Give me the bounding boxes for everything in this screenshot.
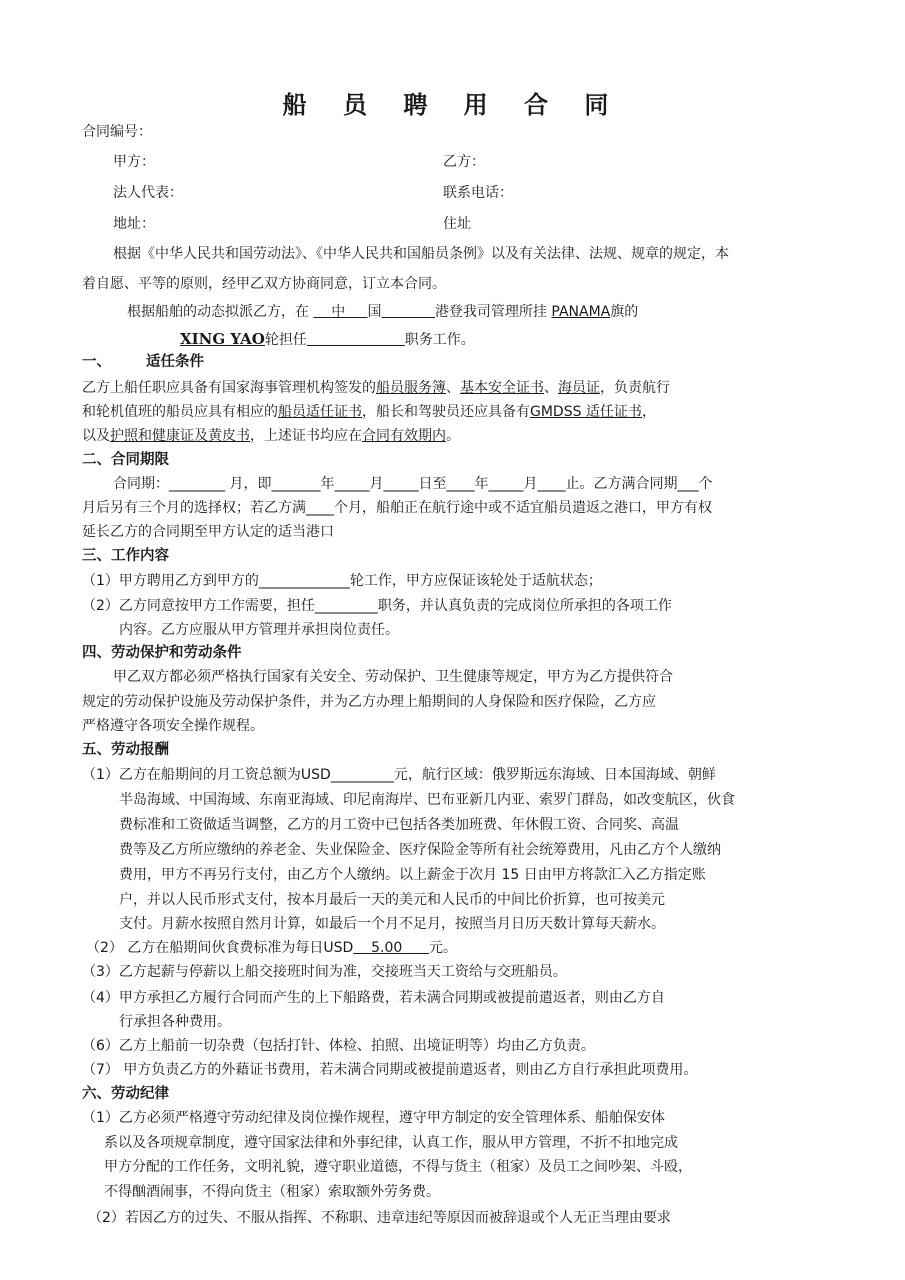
section-4-heading: 四、劳动保护和劳动条件 [82,645,242,661]
section-4-line: 甲乙双方都必须严格执行国家有关安全、劳动保护、卫生健康等规定，甲方为乙方提供符合 [113,669,673,685]
section-5-line: 半岛海域、中国海域、东南亚海域、印尼南海岸、巴布亚新几内亚、索罗门群岛，如改变航区，伙食 [119,792,735,808]
legal-rep-label: 法人代表： [113,185,183,201]
meal-allowance-value: 5.00 [371,940,403,956]
section-3-heading: 三、工作内容 [82,548,169,564]
section-5-line: （3）乙方起薪与停薪以上船交接班时间为准，交接班当天工资给与交班船员。 [82,964,567,980]
section-3-line: （2）乙方同意按甲方工作需要，担任_________职务，并认真负责的完成岗位所承担的各项工作 [82,598,672,614]
meal-allowance-line: （2） 乙方在船期间伙食费标准为每日USD 5.00 元。 [86,940,457,956]
phone-label: 联系电话： [443,185,513,201]
intro-line: 着自愿、平等的原则，经甲乙双方协商同意，订立本合同。 [82,276,446,292]
ship-text: 职务工作。 [404,332,475,348]
section-2-line: 月后另有三个月的选择权；若乙方满____个月，船舶正在航行途中或不适宜船员遣返之港口，甲方有权 [82,500,712,516]
section-1-line: 以及护照和健康证及黄皮书，上述证书均应在合同有效期内。 [82,428,460,444]
party-a-label: 甲方： [113,154,155,170]
country-field: 中 [331,304,346,320]
flag-field: PANAMA [551,304,611,320]
position-field [307,332,405,348]
address-a-label: 地址： [113,216,155,232]
assignment-text: 旗的 [610,304,639,320]
section-5-line: 户，并以人民币形式支付，按本月最后一天的美元和人民币的中间比价折算，也可按美元 [119,892,665,908]
section-1-line: 和轮机值班的船员应具有相应的船员适任证书，船长和驾驶员还应具备有GMDSS 适任证书， [82,404,656,420]
section-5-line: （6）乙方上船前一切杂费（包括打针、体检、拍照、出境证明等）均由乙方负责。 [82,1038,595,1054]
section-4-line: 严格遵守各项安全操作规程。 [82,718,264,734]
section-5-heading: 五、劳动报酬 [82,742,169,758]
section-5-line: 费等及乙方所应缴纳的养老金、失业保险金、医疗保险金等所有社会统筹费用，凡由乙方个人缴纳 [119,842,721,858]
section-1-line: 乙方上船任职应具备有国家海事管理机构签发的船员服务簿、基本安全证书、海员证，负责航行 [82,380,670,396]
section-3-line: 内容。乙方应服从甲方管理并承担岗位责任。 [119,622,399,638]
section-5-line: 支付。月薪水按照自然月计算，如最后一个月不足月，按照当月日历天数计算每天薪水。 [119,916,665,932]
port-field [382,304,435,320]
section-6-line: （2）若因乙方的过失、不服从指挥、不称职、违章违纪等原因而被辞退或个人无正当理由要求 [88,1210,671,1226]
section-6-heading: 六、劳动纪律 [82,1086,169,1102]
intro-line: 根据《中华人民共和国劳动法》、《中华人民共和国船员条例》以及有关法律、法规、规章的规定，本 [113,246,729,262]
assignment-line [127,302,638,322]
section-6-line: 甲方分配的工作任务，文明礼貌，遵守职业道德，不得与货主（租家）及员工之间吵架、斗殴， [104,1159,692,1175]
section-2-line: 延长乙方的合同期至甲方认定的适当港口 [82,524,334,540]
section-5-line: 费用，甲方不再另行支付，由乙方个人缴纳。以上薪金于次月 15 日由甲方将款汇入乙方指定账 [119,867,706,883]
section-5-line: 行承担各种费用。 [119,1014,231,1030]
document-title: 船 员 聘 用 合 同 [282,90,623,119]
ship-name-field: XING YAO [180,330,265,348]
section-4-line: 规定的劳动保护设施及劳动保护条件，并为乙方办理上船期间的人身保险和医疗保险，乙方应 [82,694,656,710]
address-b-label: 住址 [443,216,471,232]
section-6-line: 系以及各项规章制度，遵守国家法律和外事纪律，认真工作，服从甲方管理，不折不扣地完成 [104,1135,678,1151]
section-5-line: 费标准和工资做适当调整，乙方的月工资中已包括各类加班费、年休假工资、合同奖、高温 [119,817,679,833]
section-5-line: （7） 甲方负责乙方的外藉证书费用，若未满合同期或被提前遣返者，则由乙方自行承担此项费用。 [82,1062,698,1078]
section-2-heading: 二、合同期限 [82,452,169,468]
ship-line [180,329,475,350]
assignment-text: 国 [367,304,382,320]
section-2-line: 合同期：________ 月，即_______年_____月_____日至____年_____月____止。乙方满合同期___个 [113,476,713,492]
section-3-line: （1）甲方聘用乙方到甲方的_____________轮工作，甲方应保证该轮处于适航状态； [82,573,602,589]
section-5-line: （4）甲方承担乙方履行合同而产生的上下船路费，若未满合同期或被提前遣返者，则由乙方自 [82,990,665,1006]
assignment-text: 港登我司管理所挂 [434,304,547,320]
section-5-line: （1）乙方在船期间的月工资总额为USD_________元，航行区域：俄罗斯远东海域、日本国海域、朝鲜 [82,767,716,783]
assignment-text: 根据船舶的动态拟派乙方，在 [127,304,309,320]
party-b-label: 乙方： [443,154,485,170]
contract-number-label: 合同编号： [82,124,152,140]
section-6-line: 不得酗酒闹事，不得向货主（租家）索取额外劳务费。 [104,1184,440,1200]
section-6-line: （1）乙方必须严格遵守劳动纪律及岗位操作规程，遵守甲方制定的安全管理体系、船舶保安体 [82,1110,665,1126]
section-1-number: 一、 [82,354,111,370]
ship-text: 轮担任 [264,332,307,348]
section-1-heading: 适任条件 [146,354,204,370]
